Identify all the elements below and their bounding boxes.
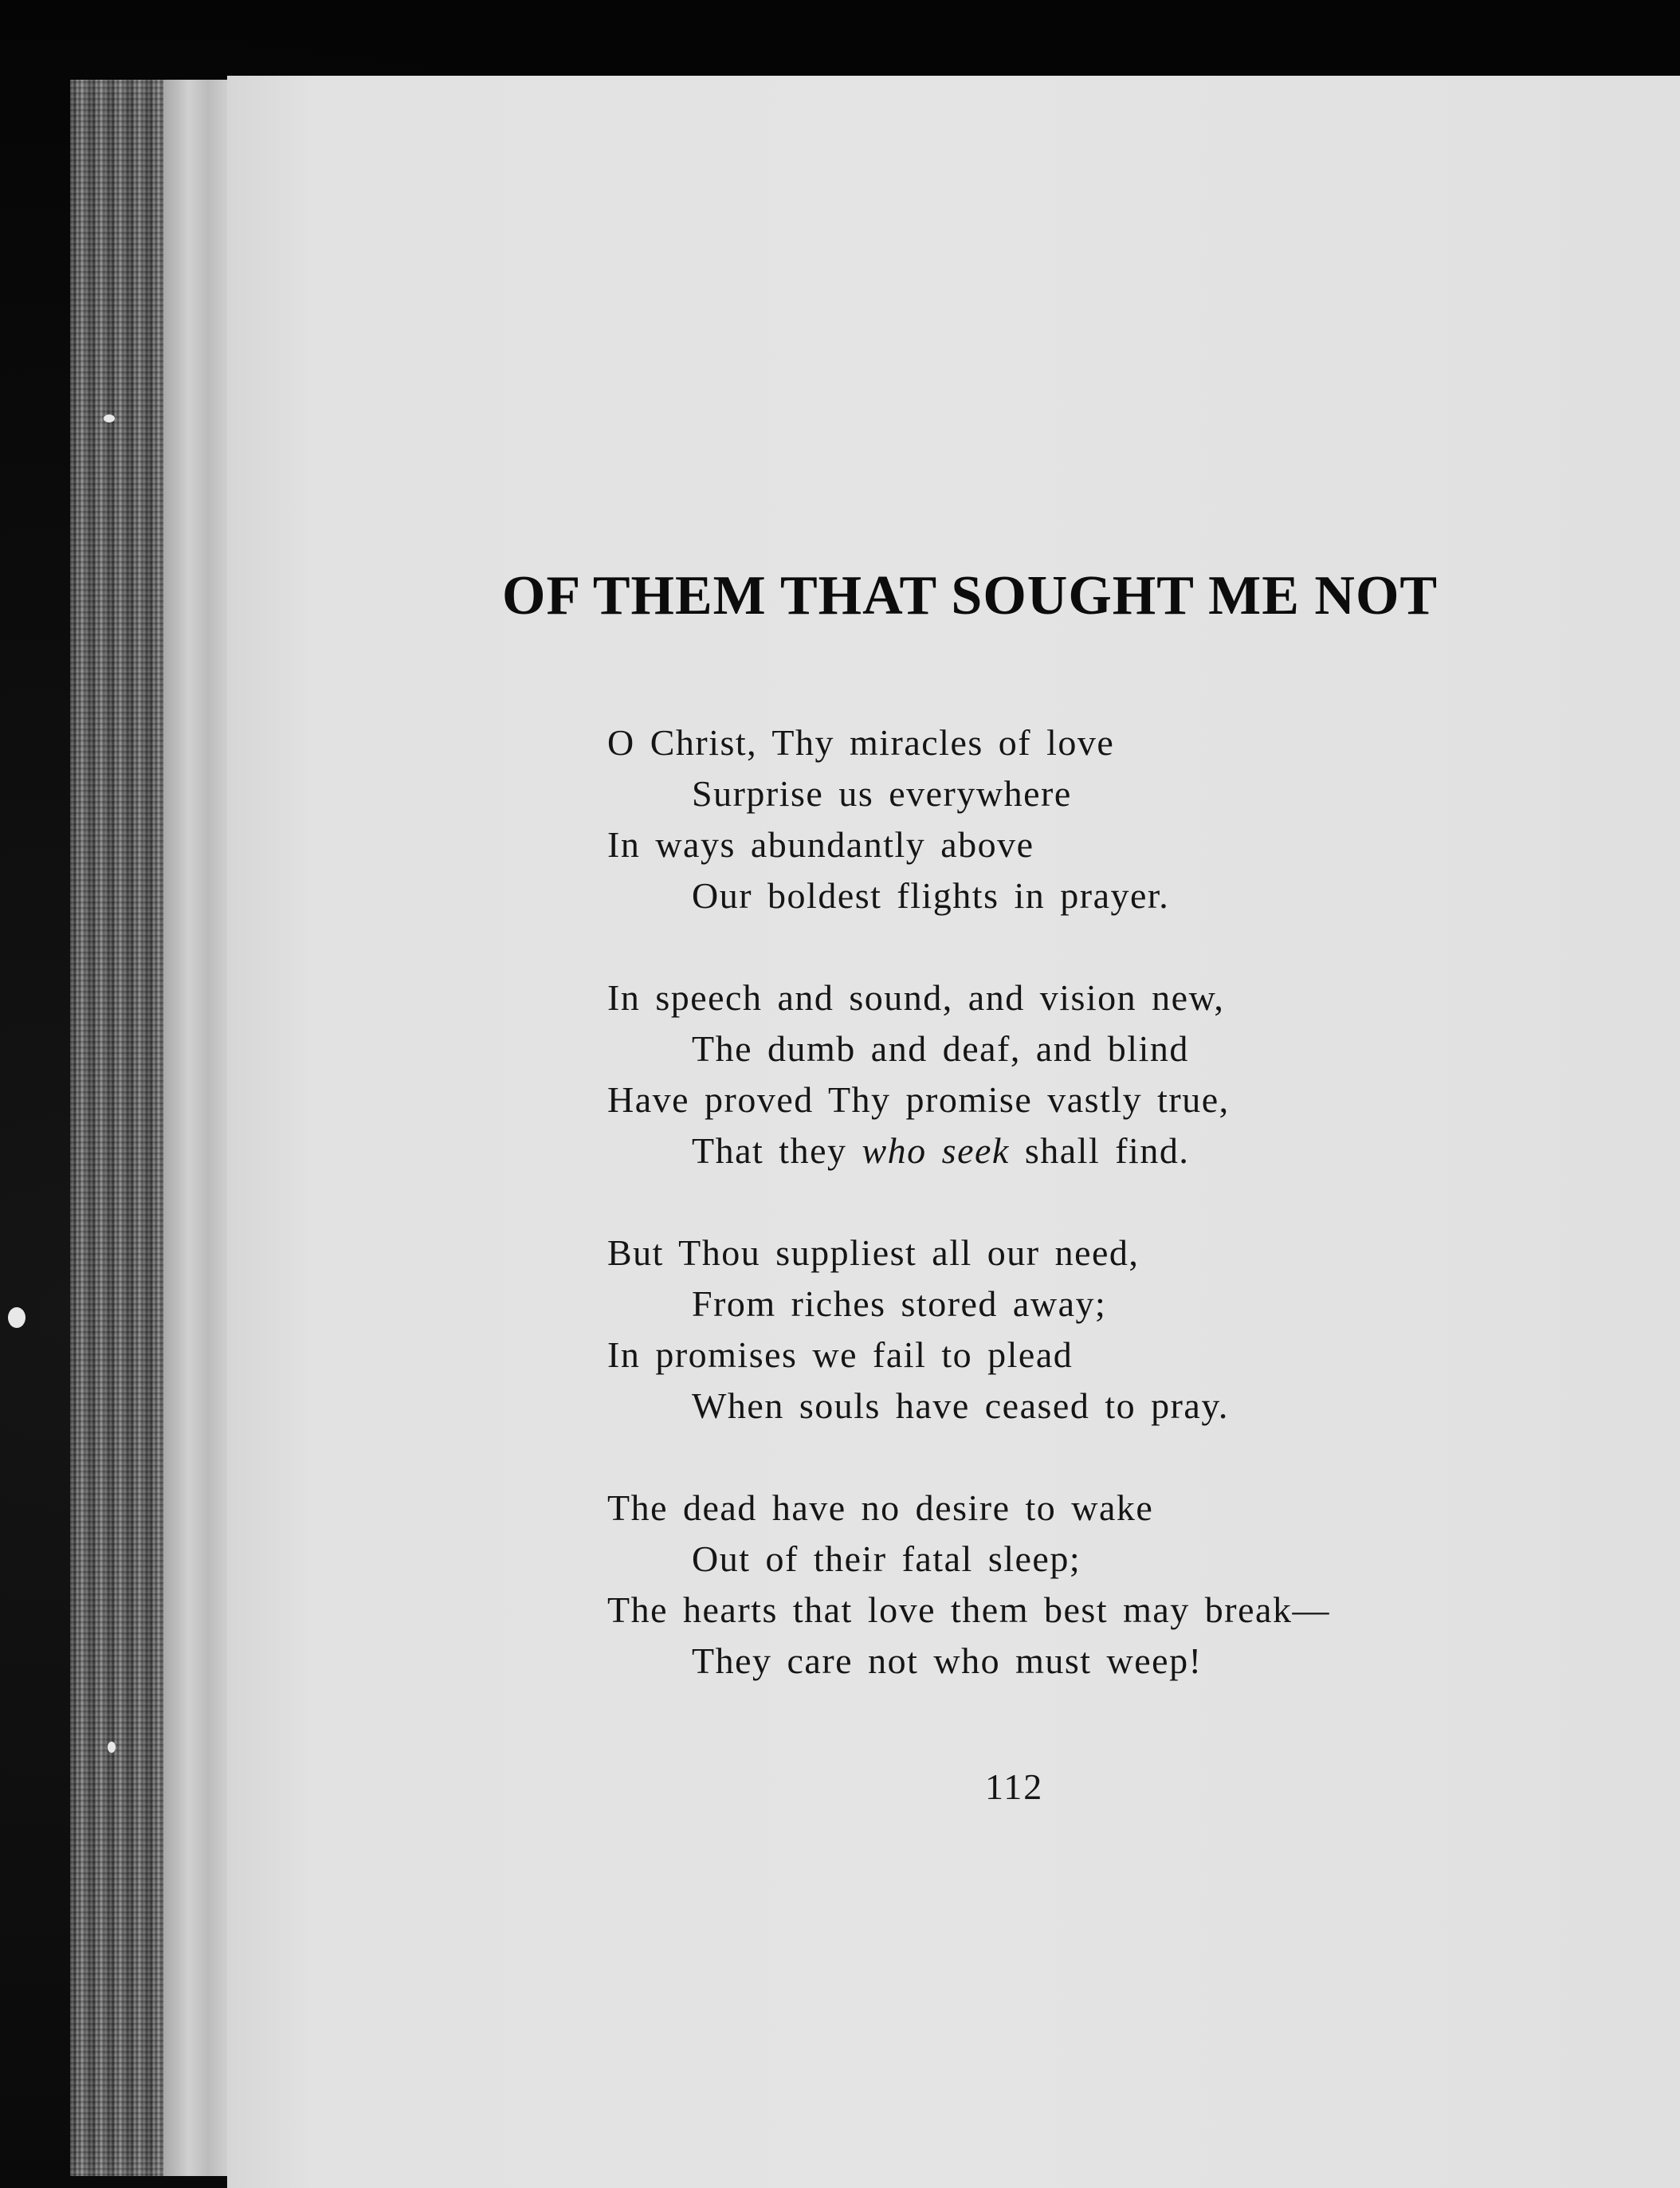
poem-line: The dumb and deaf, and blind xyxy=(692,1028,1189,1069)
poem-line: In promises we fail to plead xyxy=(607,1334,1074,1375)
poem-title: OF THEM THAT SOUGHT ME NOT xyxy=(502,565,1439,627)
page-number: 112 xyxy=(985,1766,1044,1807)
book-page-edge xyxy=(163,80,227,2176)
poem-line: When souls have ceased to pray. xyxy=(692,1385,1229,1426)
poem-line: Have proved Thy promise vastly true, xyxy=(607,1079,1230,1120)
poem-line: In speech and sound, and vision new, xyxy=(607,977,1225,1018)
stanza-3 xyxy=(607,1228,1564,1432)
stanza-4 xyxy=(607,1483,1564,1687)
dust-speck xyxy=(104,414,115,422)
line-text: shall find. xyxy=(1009,1130,1190,1171)
poem-line: Out of their fatal sleep; xyxy=(692,1538,1081,1579)
poem-line: The hearts that love them best may break— xyxy=(607,1589,1330,1630)
line-text: That they xyxy=(692,1130,862,1171)
emphasized-text: who seek xyxy=(862,1130,1010,1171)
poem-line: The dead have no desire to wake xyxy=(607,1487,1154,1528)
book-page xyxy=(227,76,1680,2188)
stanza-2 xyxy=(607,972,1564,1176)
poem-line: But Thou suppliest all our need, xyxy=(607,1232,1140,1273)
poem-line: Surprise us everywhere xyxy=(692,773,1072,814)
poem-line-with-emphasis xyxy=(607,1125,1564,1176)
stanza-1 xyxy=(607,717,1564,921)
poem-line: They care not who must weep! xyxy=(692,1640,1203,1681)
poem-body xyxy=(607,717,1564,1738)
poem-line: From riches stored away; xyxy=(692,1283,1107,1324)
poem-line: O Christ, Thy miracles of love xyxy=(607,722,1115,763)
poem-line: In ways abundantly above xyxy=(607,824,1034,865)
dust-speck xyxy=(8,1307,26,1328)
dust-speck xyxy=(108,1742,116,1753)
poem-line: Our boldest flights in prayer. xyxy=(692,875,1170,916)
